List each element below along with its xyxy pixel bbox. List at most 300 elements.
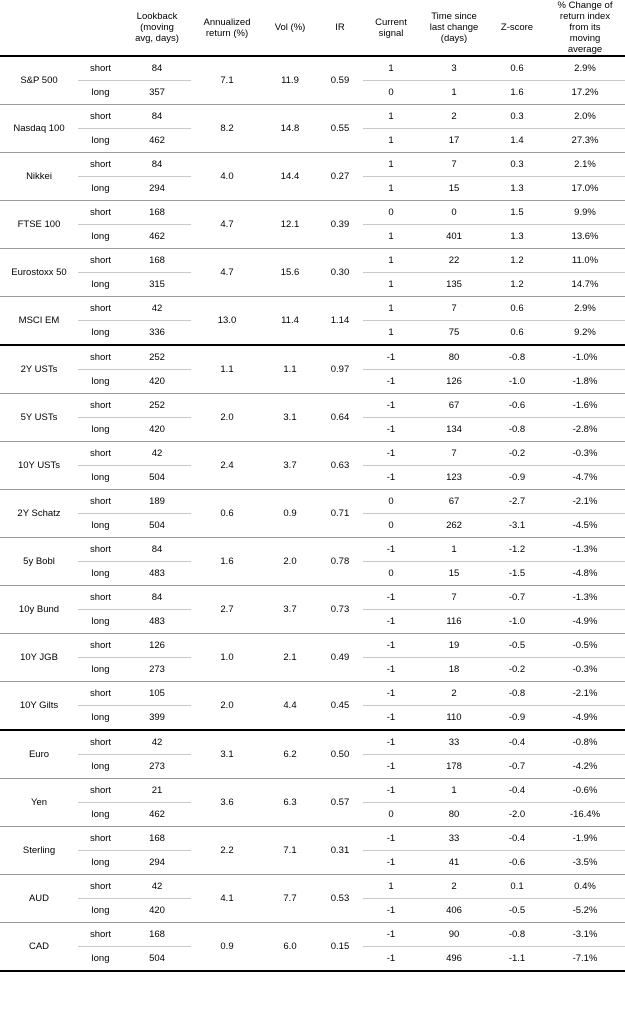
- cell-signal-short: -1: [363, 682, 419, 706]
- cell-days-short: 80: [419, 345, 489, 370]
- cell-pctchange-long: -16.4%: [545, 803, 625, 827]
- table-row: [0, 345, 625, 370]
- row-asset-label: 5Y USTs: [0, 394, 78, 442]
- row-term-long: long: [78, 370, 123, 394]
- header-lookback-line2: (moving: [140, 22, 174, 33]
- row-term-short: short: [78, 875, 123, 899]
- row-term-short: short: [78, 538, 123, 562]
- cell-days-long: 116: [419, 610, 489, 634]
- cell-ir: 0.31: [317, 827, 363, 875]
- row-term-long: long: [78, 610, 123, 634]
- cell-zscore-short: -0.4: [489, 779, 545, 803]
- cell-signal-long: 1: [363, 225, 419, 249]
- cell-days-short: 7: [419, 442, 489, 466]
- cell-annualized-return: 0.6: [191, 490, 263, 538]
- cell-days-short: 0: [419, 201, 489, 225]
- row-asset-label: 10y Bund: [0, 586, 78, 634]
- cell-signal-long: -1: [363, 706, 419, 731]
- table-row: [0, 875, 625, 899]
- header-annualized-return: [191, 0, 263, 56]
- cell-pctchange-short: -1.9%: [545, 827, 625, 851]
- cell-lookback-short: 84: [123, 56, 191, 81]
- cell-lookback-long: 399: [123, 706, 191, 731]
- cell-zscore-short: -0.8: [489, 682, 545, 706]
- cell-signal-short: 1: [363, 249, 419, 273]
- cell-zscore-long: -1.5: [489, 562, 545, 586]
- cell-vol: 15.6: [263, 249, 317, 297]
- cell-ir: 0.57: [317, 779, 363, 827]
- cell-vol: 6.2: [263, 730, 317, 779]
- cell-pctchange-long: -4.7%: [545, 466, 625, 490]
- cell-pctchange-long: -5.2%: [545, 899, 625, 923]
- cell-zscore-short: -0.8: [489, 923, 545, 947]
- cell-pctchange-long: 9.2%: [545, 321, 625, 346]
- cell-pctchange-long: -2.8%: [545, 418, 625, 442]
- cell-ir: 0.53: [317, 875, 363, 923]
- cell-lookback-short: 168: [123, 249, 191, 273]
- cell-zscore-short: 1.5: [489, 201, 545, 225]
- cell-signal-short: 1: [363, 153, 419, 177]
- cell-ir: 0.97: [317, 345, 363, 394]
- table-row: [0, 682, 625, 706]
- cell-pctchange-short: 2.9%: [545, 56, 625, 81]
- cell-lookback-short: 168: [123, 201, 191, 225]
- table-row: [0, 297, 625, 321]
- cell-annualized-return: 8.2: [191, 105, 263, 153]
- row-asset-label: 10Y USTs: [0, 442, 78, 490]
- cell-signal-long: -1: [363, 899, 419, 923]
- cell-zscore-long: -0.5: [489, 899, 545, 923]
- row-asset-label: Sterling: [0, 827, 78, 875]
- cell-zscore-short: -0.5: [489, 634, 545, 658]
- row-term-short: short: [78, 730, 123, 755]
- row-asset-label: CAD: [0, 923, 78, 972]
- cell-annualized-return: 0.9: [191, 923, 263, 972]
- cell-days-short: 2: [419, 682, 489, 706]
- cell-days-long: 17: [419, 129, 489, 153]
- cell-annualized-return: 1.1: [191, 345, 263, 394]
- cell-annualized-return: 1.6: [191, 538, 263, 586]
- cell-signal-short: -1: [363, 730, 419, 755]
- cell-pctchange-long: -4.9%: [545, 706, 625, 731]
- cell-pctchange-long: 17.2%: [545, 81, 625, 105]
- row-term-long: long: [78, 658, 123, 682]
- cell-vol: 14.4: [263, 153, 317, 201]
- row-term-short: short: [78, 586, 123, 610]
- cell-days-short: 90: [419, 923, 489, 947]
- cell-ir: 0.63: [317, 442, 363, 490]
- header-term: [78, 0, 123, 56]
- table-row: [0, 56, 625, 81]
- table-row: [0, 634, 625, 658]
- cell-lookback-short: 42: [123, 875, 191, 899]
- table-row: [0, 923, 625, 947]
- table-row: [0, 538, 625, 562]
- cell-signal-long: -1: [363, 947, 419, 972]
- cell-pctchange-long: -1.8%: [545, 370, 625, 394]
- header-time-line1: Time since: [431, 11, 477, 22]
- cell-pctchange-long: -4.8%: [545, 562, 625, 586]
- cell-zscore-short: -1.2: [489, 538, 545, 562]
- cell-signal-short: -1: [363, 586, 419, 610]
- cell-annualized-return: 3.1: [191, 730, 263, 779]
- cell-annualized-return: 7.1: [191, 56, 263, 105]
- cell-pctchange-short: -0.8%: [545, 730, 625, 755]
- row-term-long: long: [78, 418, 123, 442]
- cell-vol: 1.1: [263, 345, 317, 394]
- row-asset-label: Nasdaq 100: [0, 105, 78, 153]
- cell-lookback-short: 84: [123, 538, 191, 562]
- cell-zscore-short: 0.1: [489, 875, 545, 899]
- cell-ir: 0.39: [317, 201, 363, 249]
- row-term-short: short: [78, 779, 123, 803]
- cell-lookback-long: 294: [123, 177, 191, 201]
- cell-pctchange-short: -3.1%: [545, 923, 625, 947]
- cell-pctchange-short: -1.3%: [545, 586, 625, 610]
- cell-zscore-long: 1.2: [489, 273, 545, 297]
- cell-annualized-return: 2.0: [191, 394, 263, 442]
- cell-signal-short: 1: [363, 56, 419, 81]
- cell-zscore-short: -0.4: [489, 827, 545, 851]
- row-term-long: long: [78, 851, 123, 875]
- cell-vol: 2.0: [263, 538, 317, 586]
- cell-ir: 0.27: [317, 153, 363, 201]
- cell-zscore-long: -2.0: [489, 803, 545, 827]
- cell-pctchange-short: 9.9%: [545, 201, 625, 225]
- table-row: [0, 394, 625, 418]
- cell-lookback-short: 84: [123, 153, 191, 177]
- cell-signal-long: -1: [363, 658, 419, 682]
- cell-days-long: 15: [419, 562, 489, 586]
- row-asset-label: Nikkei: [0, 153, 78, 201]
- cell-days-long: 80: [419, 803, 489, 827]
- cell-days-short: 7: [419, 586, 489, 610]
- row-term-long: long: [78, 129, 123, 153]
- table-row: [0, 201, 625, 225]
- cell-zscore-long: -0.9: [489, 466, 545, 490]
- cell-ir: 0.59: [317, 56, 363, 105]
- cell-zscore-short: 0.6: [489, 56, 545, 81]
- header-ir-line1: IR: [335, 22, 345, 33]
- cell-days-long: 401: [419, 225, 489, 249]
- row-term-long: long: [78, 81, 123, 105]
- cell-lookback-long: 420: [123, 899, 191, 923]
- cell-lookback-short: 42: [123, 730, 191, 755]
- cell-vol: 3.7: [263, 442, 317, 490]
- header-lookback: [123, 0, 191, 56]
- cell-pctchange-long: -4.9%: [545, 610, 625, 634]
- header-pct-line3: from its: [569, 22, 601, 33]
- cell-pctchange-short: -1.6%: [545, 394, 625, 418]
- cell-zscore-short: -0.4: [489, 730, 545, 755]
- cell-zscore-short: 0.6: [489, 297, 545, 321]
- cell-lookback-long: 420: [123, 370, 191, 394]
- cell-days-short: 33: [419, 730, 489, 755]
- cell-days-short: 67: [419, 394, 489, 418]
- row-term-long: long: [78, 273, 123, 297]
- cell-lookback-long: 315: [123, 273, 191, 297]
- header-annualized-line2: return (%): [205, 27, 249, 39]
- cell-signal-long: -1: [363, 418, 419, 442]
- cell-days-short: 1: [419, 538, 489, 562]
- cell-zscore-short: -2.7: [489, 490, 545, 514]
- row-term-short: short: [78, 682, 123, 706]
- cell-pctchange-short: 0.4%: [545, 875, 625, 899]
- cell-zscore-short: 0.3: [489, 105, 545, 129]
- cell-annualized-return: 2.4: [191, 442, 263, 490]
- cell-pctchange-short: -1.3%: [545, 538, 625, 562]
- row-asset-label: Yen: [0, 779, 78, 827]
- cell-days-short: 7: [419, 297, 489, 321]
- row-term-long: long: [78, 706, 123, 731]
- cell-pctchange-short: -0.3%: [545, 442, 625, 466]
- row-asset-label: Euro: [0, 730, 78, 779]
- cell-pctchange-long: -4.5%: [545, 514, 625, 538]
- header-time-since-last-change: [419, 0, 489, 56]
- row-term-short: short: [78, 201, 123, 225]
- cell-zscore-short: -0.8: [489, 345, 545, 370]
- row-asset-label: 2Y Schatz: [0, 490, 78, 538]
- cell-annualized-return: 2.2: [191, 827, 263, 875]
- cell-signal-short: 0: [363, 490, 419, 514]
- cell-pctchange-short: -0.6%: [545, 779, 625, 803]
- cell-zscore-long: -0.2: [489, 658, 545, 682]
- cell-signal-long: 1: [363, 321, 419, 346]
- cell-lookback-short: 42: [123, 442, 191, 466]
- table-row: [0, 586, 625, 610]
- cell-days-short: 2: [419, 875, 489, 899]
- row-term-long: long: [78, 177, 123, 201]
- header-zscore-line1: Z-score: [500, 22, 534, 33]
- row-term-long: long: [78, 466, 123, 490]
- header-pct-line1: % Change of: [557, 0, 613, 11]
- table-row: [0, 442, 625, 466]
- cell-vol: 11.4: [263, 297, 317, 346]
- cell-zscore-short: 1.2: [489, 249, 545, 273]
- cell-pctchange-long: -0.3%: [545, 658, 625, 682]
- header-annualized-line1: Annualized: [203, 16, 251, 28]
- cell-ir: 0.73: [317, 586, 363, 634]
- row-asset-label: 10Y JGB: [0, 634, 78, 682]
- cell-signal-long: 1: [363, 177, 419, 201]
- cell-signal-short: -1: [363, 442, 419, 466]
- cell-zscore-long: -0.7: [489, 755, 545, 779]
- cell-days-long: 262: [419, 514, 489, 538]
- cell-pctchange-short: 2.1%: [545, 153, 625, 177]
- cell-lookback-short: 84: [123, 105, 191, 129]
- header-pct-line2: return index: [559, 11, 611, 22]
- cell-lookback-long: 294: [123, 851, 191, 875]
- cell-zscore-long: -0.8: [489, 418, 545, 442]
- cell-signal-short: -1: [363, 827, 419, 851]
- cell-signal-long: 0: [363, 514, 419, 538]
- cell-annualized-return: 4.1: [191, 875, 263, 923]
- cell-zscore-long: -0.9: [489, 706, 545, 731]
- cell-ir: 0.15: [317, 923, 363, 972]
- cell-days-short: 19: [419, 634, 489, 658]
- cell-annualized-return: 3.6: [191, 779, 263, 827]
- cell-signal-short: -1: [363, 779, 419, 803]
- cell-zscore-long: -1.1: [489, 947, 545, 972]
- cell-days-short: 2: [419, 105, 489, 129]
- cell-vol: 6.0: [263, 923, 317, 972]
- cell-signal-short: 0: [363, 201, 419, 225]
- cell-vol: 4.4: [263, 682, 317, 731]
- cell-signal-long: -1: [363, 610, 419, 634]
- row-term-short: short: [78, 249, 123, 273]
- cell-ir: 0.49: [317, 634, 363, 682]
- row-term-long: long: [78, 562, 123, 586]
- row-term-short: short: [78, 923, 123, 947]
- cell-days-long: 18: [419, 658, 489, 682]
- cell-lookback-long: 504: [123, 514, 191, 538]
- cell-signal-short: 1: [363, 297, 419, 321]
- row-asset-label: FTSE 100: [0, 201, 78, 249]
- cell-pctchange-short: -2.1%: [545, 490, 625, 514]
- cell-days-short: 1: [419, 779, 489, 803]
- row-term-short: short: [78, 345, 123, 370]
- cell-pctchange-long: -3.5%: [545, 851, 625, 875]
- cell-zscore-short: -0.2: [489, 442, 545, 466]
- table-row: [0, 490, 625, 514]
- cell-annualized-return: 2.0: [191, 682, 263, 731]
- cell-annualized-return: 4.7: [191, 201, 263, 249]
- row-term-short: short: [78, 394, 123, 418]
- row-term-short: short: [78, 297, 123, 321]
- row-term-short: short: [78, 827, 123, 851]
- cell-ir: 0.30: [317, 249, 363, 297]
- cell-lookback-long: 483: [123, 610, 191, 634]
- cell-vol: 14.8: [263, 105, 317, 153]
- cell-signal-short: -1: [363, 538, 419, 562]
- cell-zscore-long: -1.0: [489, 370, 545, 394]
- cell-zscore-long: -0.6: [489, 851, 545, 875]
- table-row: [0, 153, 625, 177]
- cell-annualized-return: 2.7: [191, 586, 263, 634]
- cell-signal-long: -1: [363, 851, 419, 875]
- row-term-long: long: [78, 899, 123, 923]
- row-term-short: short: [78, 56, 123, 81]
- header-pct-change: [545, 0, 625, 56]
- cell-pctchange-short: 2.0%: [545, 105, 625, 129]
- cell-ir: 0.78: [317, 538, 363, 586]
- cell-ir: 0.64: [317, 394, 363, 442]
- cell-signal-long: 0: [363, 81, 419, 105]
- cell-ir: 0.50: [317, 730, 363, 779]
- cell-signal-long: -1: [363, 370, 419, 394]
- cell-vol: 3.1: [263, 394, 317, 442]
- cell-vol: 11.9: [263, 56, 317, 105]
- cell-days-long: 15: [419, 177, 489, 201]
- row-term-long: long: [78, 514, 123, 538]
- cell-signal-long: -1: [363, 466, 419, 490]
- cell-zscore-short: -0.7: [489, 586, 545, 610]
- cell-signal-short: -1: [363, 923, 419, 947]
- row-asset-label: AUD: [0, 875, 78, 923]
- cell-zscore-long: -3.1: [489, 514, 545, 538]
- cell-lookback-short: 168: [123, 923, 191, 947]
- header-pct-line5: average: [567, 44, 603, 55]
- cell-signal-short: 1: [363, 105, 419, 129]
- cell-lookback-long: 273: [123, 755, 191, 779]
- cell-lookback-short: 105: [123, 682, 191, 706]
- cell-ir: 0.55: [317, 105, 363, 153]
- cell-zscore-long: 1.6: [489, 81, 545, 105]
- cell-lookback-short: 252: [123, 345, 191, 370]
- cell-lookback-long: 504: [123, 466, 191, 490]
- cell-ir: 0.45: [317, 682, 363, 731]
- header-signal-line1: Current: [375, 16, 407, 28]
- cell-zscore-long: 1.4: [489, 129, 545, 153]
- cell-days-long: 110: [419, 706, 489, 731]
- cell-days-short: 67: [419, 490, 489, 514]
- cell-lookback-long: 420: [123, 418, 191, 442]
- row-term-long: long: [78, 321, 123, 346]
- row-term-short: short: [78, 105, 123, 129]
- cell-days-long: 134: [419, 418, 489, 442]
- cell-pctchange-short: 2.9%: [545, 297, 625, 321]
- cell-pctchange-short: -0.5%: [545, 634, 625, 658]
- cell-pctchange-long: -4.2%: [545, 755, 625, 779]
- cell-pctchange-long: 13.6%: [545, 225, 625, 249]
- row-term-long: long: [78, 755, 123, 779]
- table-body: [0, 56, 625, 971]
- cell-zscore-long: 1.3: [489, 225, 545, 249]
- cell-signal-long: 1: [363, 129, 419, 153]
- header-asset: [0, 0, 78, 56]
- row-term-short: short: [78, 153, 123, 177]
- cell-days-long: 41: [419, 851, 489, 875]
- row-term-long: long: [78, 225, 123, 249]
- cell-zscore-short: -0.6: [489, 394, 545, 418]
- cell-pctchange-long: 27.3%: [545, 129, 625, 153]
- row-asset-label: 10Y Gilts: [0, 682, 78, 731]
- cell-days-long: 135: [419, 273, 489, 297]
- cell-zscore-long: -1.0: [489, 610, 545, 634]
- row-asset-label: Eurostoxx 50: [0, 249, 78, 297]
- cell-lookback-short: 252: [123, 394, 191, 418]
- cell-vol: 12.1: [263, 201, 317, 249]
- cell-days-long: 123: [419, 466, 489, 490]
- cell-lookback-short: 168: [123, 827, 191, 851]
- cell-vol: 2.1: [263, 634, 317, 682]
- cell-signal-short: 1: [363, 875, 419, 899]
- cell-lookback-long: 336: [123, 321, 191, 346]
- cell-days-long: 406: [419, 899, 489, 923]
- cell-lookback-short: 126: [123, 634, 191, 658]
- cell-pctchange-short: 11.0%: [545, 249, 625, 273]
- cell-vol: 7.7: [263, 875, 317, 923]
- cell-lookback-long: 483: [123, 562, 191, 586]
- table-row: [0, 730, 625, 755]
- cell-pctchange-long: 17.0%: [545, 177, 625, 201]
- table-row: [0, 249, 625, 273]
- cell-signal-long: 1: [363, 273, 419, 297]
- cell-lookback-long: 462: [123, 225, 191, 249]
- cell-lookback-short: 84: [123, 586, 191, 610]
- header-vol-line1: Vol (%): [274, 22, 306, 33]
- header-current-signal: [363, 0, 419, 56]
- header-signal-line2: signal: [378, 27, 404, 39]
- table-row: [0, 105, 625, 129]
- cell-signal-long: 0: [363, 803, 419, 827]
- cell-annualized-return: 1.0: [191, 634, 263, 682]
- cell-days-long: 178: [419, 755, 489, 779]
- cell-lookback-short: 21: [123, 779, 191, 803]
- cell-days-long: 496: [419, 947, 489, 972]
- cell-signal-short: -1: [363, 394, 419, 418]
- cell-pctchange-short: -1.0%: [545, 345, 625, 370]
